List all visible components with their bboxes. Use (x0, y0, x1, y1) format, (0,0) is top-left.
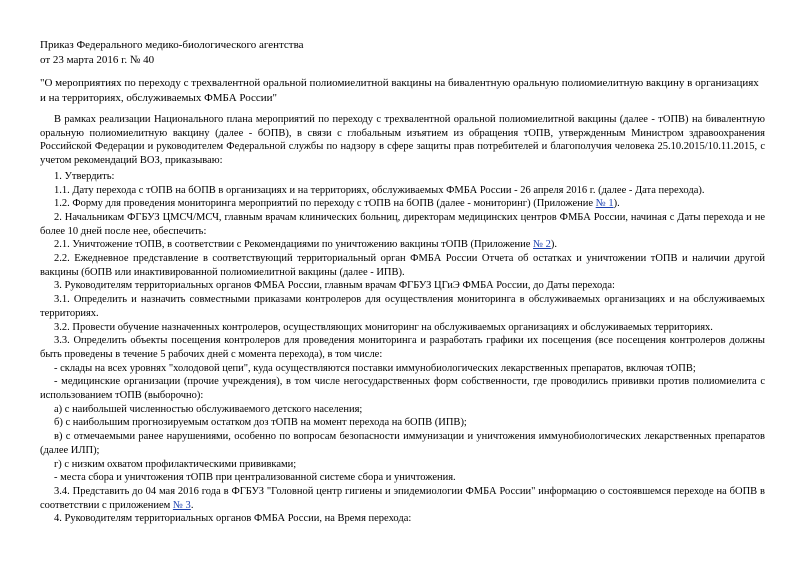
paragraph-text: - склады на всех уровнях "холодовой цепи", куда осуществляются поставки иммунобиологических лекарственных препаратов, включая тОПВ; (54, 362, 696, 374)
paragraph-text: 3.1. Определить и назначить совместными приказами контролеров для осуществления мониторинга в обслуживаемых организациях и на обслуживаемых территориях. (40, 294, 765, 319)
paragraph-text: 1.1. Дату перехода с тОПВ на бОПВ в организациях и на территориях, обслуживаемых ФМБА России - 26 апреля 2016 г. (далее - Дата перехода). (54, 184, 705, 196)
paragraph-text: 2. Начальникам ФГБУЗ ЦМСЧ/МСЧ, главным врачам клинических больниц, директорам медицинских центров ФМБА России, начиная с Даты перехода и не более 10 дней после нее, обеспечить: (40, 211, 765, 237)
paragraph-text: - медицинские организации (прочие учреждения), в том числе негосударственных форм собственности, где проводились прививки против полиомиелита с использованием тОПВ (выборочно): (40, 376, 765, 402)
paragraph (40, 197, 765, 211)
paragraph-text-tail: ). (613, 198, 620, 210)
document-title: "О мероприятиях по переходу с трехвалентной оральной полиомиелитной вакцины на бивалентную оральную полиомиелитную вакцину в организациях и на территориях, обслуживаемых ФМБА России" (40, 77, 759, 104)
appendix-link[interactable]: № 2 (533, 239, 551, 251)
paragraph-text: 1.2. Форму для проведения мониторинга мероприятий по переходу с тОПВ на бОПВ (далее - мониторинг) (Приложение (54, 198, 596, 210)
paragraph-text: 3.3. Определить объекты посещения контролеров для проведения мониторинга и разработать графики их посещения (все посещения контролеров должны быть проведены в течение 5 рабочих дней с момента перехода), в том числе: (40, 335, 765, 360)
paragraph-text: - места сбора и уничтожения тОПВ при централизованной системе сбора и уничтожения. (54, 472, 456, 484)
paragraph (40, 458, 765, 472)
paragraph (40, 279, 765, 293)
paragraph (40, 170, 765, 184)
paragraph (40, 184, 765, 198)
paragraph (40, 375, 765, 402)
paragraph (40, 416, 765, 430)
paragraph (40, 512, 765, 526)
header-line-1: Приказ Федерального медико-биологического агентства (40, 39, 304, 51)
paragraph (40, 238, 765, 252)
paragraph-text: г) с низким охватом профилактическими прививками; (54, 458, 297, 470)
paragraph (40, 113, 765, 168)
paragraph (40, 211, 765, 238)
paragraph (40, 321, 765, 335)
paragraph (40, 471, 765, 485)
paragraph-text: 2.2. Ежедневное представление в соответствующий территориальный орган ФМБА России Отчета об остатках и уничтожении тОПВ и наличии другой вакцины (бОПВ или инактивированной полиомиелитной вакцины (далее - ИПВ). (40, 253, 765, 278)
paragraph (40, 403, 765, 417)
paragraph-text: 4. Руководителям территориальных органов ФМБА России, на Время перехода: (54, 513, 412, 525)
paragraph-text: 3.4. Представить до 04 мая 2016 года в ФГБУЗ "Головной центр гигиены и эпидемиологии ФМБА России" информацию о состоявшемся переходе на бОПВ в соответствии с приложением (40, 485, 765, 511)
paragraph-text: 3. Руководителям территориальных органов ФМБА России, главным врачам ФГБУЗ ЦГиЭ ФМБА России, до Даты перехода: (54, 280, 615, 292)
paragraph (40, 362, 765, 376)
paragraph-text: 1. Утвердить: (54, 170, 115, 182)
paragraph (40, 430, 765, 457)
paragraph-text: б) с наибольшим прогнозируемым остатком доз тОПВ на момент перехода на бОПВ (ИПВ); (54, 417, 467, 429)
paragraph-text: 3.2. Провести обучение назначенных контролеров, осуществляющих мониторинг на обслуживаемых организациях и обслуживаемых территориях. (54, 321, 713, 333)
paragraph (40, 252, 765, 279)
appendix-link[interactable]: № 3 (172, 499, 191, 511)
paragraph (40, 334, 765, 361)
paragraph (40, 485, 765, 512)
document-header (40, 38, 304, 68)
appendix-link[interactable]: № 1 (595, 198, 614, 210)
document-body (40, 113, 765, 526)
paragraph (40, 293, 765, 320)
paragraph-text: В рамках реализации Национального плана мероприятий по переходу с трехвалентной оральной полиомиелитной вакцины (далее - тОПВ) на бивалентную оральную полиомиелитную вакцину (далее - бОПВ), в связи с глобальным изъятием из обращения тОПВ, утвержденным Министром здравоохранения Российской Федерации и руководителем Федеральной службы по надзору в сфере защиты прав потребителей и благополучия человека 25.10.2015/10.11.2015, с учетом рекомендаций ВОЗ, приказываю: (40, 114, 765, 167)
paragraph-text: а) с наибольшей численностью обслуживаемого детского населения; (54, 403, 363, 415)
paragraph-text-tail: ). (550, 239, 558, 251)
paragraph-text: 2.1. Уничтожение тОПВ, в соответствии с Рекомендациями по уничтожению вакцины тОПВ (Приложение (54, 239, 534, 251)
paragraph-text: в) с отмечаемыми ранее нарушениями, особенно по вопросам безопасности иммунизации и уничтожения иммунобиологических лекарственных препаратов (далее ИЛП); (40, 431, 765, 456)
header-line-2: от 23 марта 2016 г. № 40 (40, 54, 155, 66)
paragraph-text-tail: . (190, 499, 194, 511)
